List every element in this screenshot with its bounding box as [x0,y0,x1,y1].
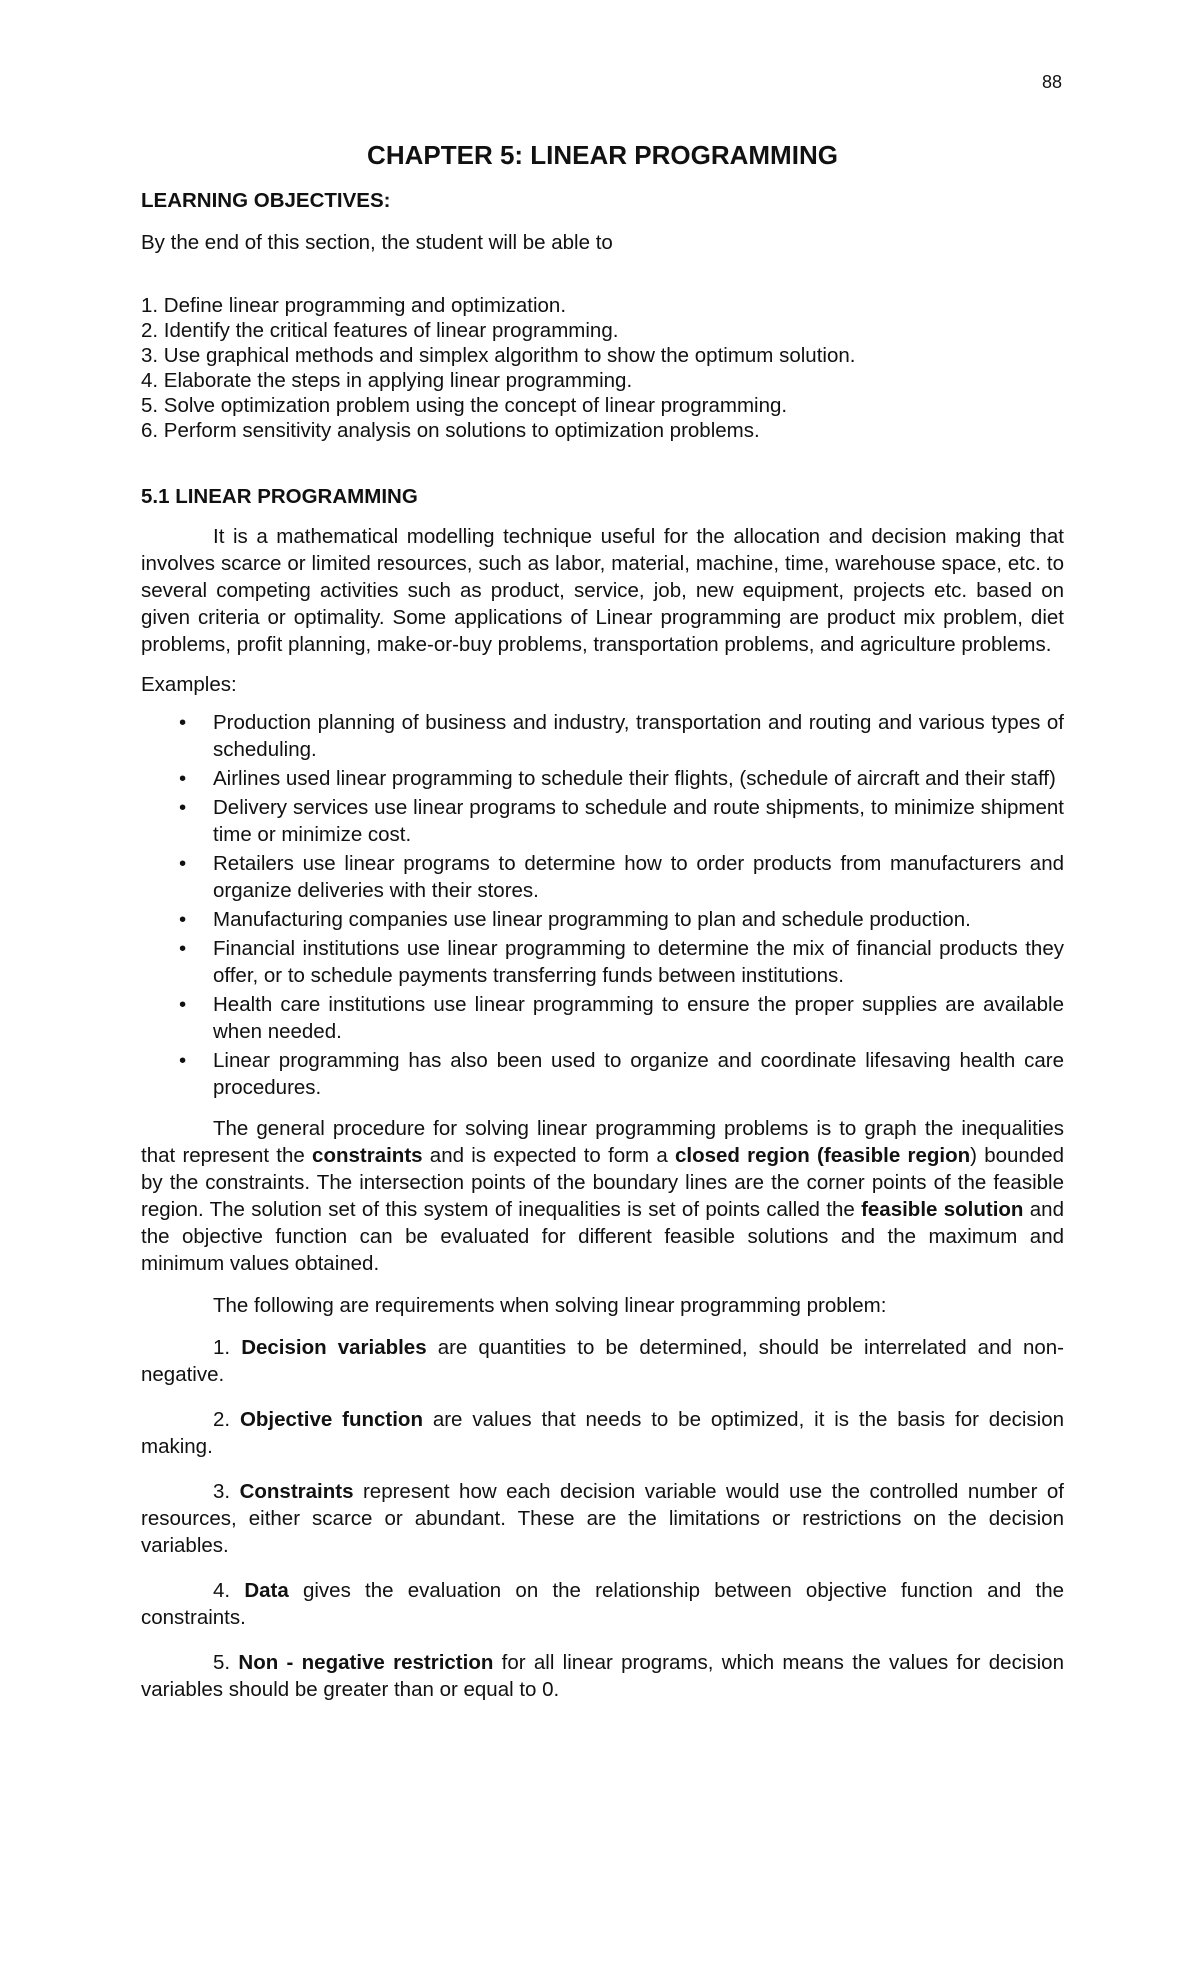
list-item [141,850,1064,904]
bullet-icon: • [179,767,187,790]
requirement-text: are quantities to be determined, should be interrelated and non-negative. [141,1336,1065,1386]
procedure-text: The general procedure for solving linear programming problems is to graph the inequalities that represent the [141,1117,1064,1167]
example-text: Health care institutions use linear programming to ensure the proper supplies are available when needed. [213,993,1064,1043]
procedure-bold: closed region (feasible region [674,1144,971,1167]
requirement-item [141,1406,1064,1460]
requirement-term: Decision variables [241,1336,427,1359]
examples-label: Examples: [141,673,237,696]
list-item [141,935,1064,989]
requirement-term: Objective function [239,1408,423,1431]
procedure-paragraph [141,1115,1064,1277]
list-item: 5. Solve optimization problem using the concept of linear programming. [141,394,788,417]
bullet-icon: • [179,796,187,819]
objectives-heading: LEARNING OBJECTIVES: [141,189,391,212]
requirement-item [141,1334,1064,1388]
requirement-item [141,1478,1064,1559]
list-item [141,794,1064,848]
list-item: 3. Use graphical methods and simplex algorithm to show the optimum solution. [141,344,856,367]
bullet-icon: • [179,1049,187,1072]
section-paragraph: It is a mathematical modelling technique useful for the allocation and decision making that involves scarce or limited resources, such as labor, material, machine, time, warehouse space, etc. to several competing activities such as product, service, job, new equipment, projects etc. based on given criteria or optimality. Some applications of Linear programming are product mix problem, diet problems, profit planning, make-or-buy problems, transportation problems, and agriculture problems. [141,525,1064,656]
requirement-text: are values that needs to be optimized, it is the basis for decision making. [141,1408,1065,1458]
example-text: Delivery services use linear programs to schedule and route shipments, to minimize shipment time or minimize cost. [213,796,1064,846]
list-item [141,991,1064,1045]
objectives-intro: By the end of this section, the student will be able to [141,231,613,254]
list-item: 4. Elaborate the steps in applying linear programming. [141,369,633,392]
bullet-icon: • [179,852,187,875]
bullet-icon: • [179,711,187,734]
requirement-number: 2. [213,1408,240,1431]
procedure-bold: feasible solution [861,1198,1024,1221]
list-item [141,765,1064,792]
requirement-text: gives the evaluation on the relationship between objective function and the constraints. [141,1579,1064,1629]
page-content [141,140,1064,1721]
procedure-text: and is expected to form a [422,1144,675,1167]
procedure-bold: constraints [312,1144,423,1167]
page-number: 88 [1041,72,1062,92]
bullet-icon: • [179,993,187,1016]
objectives-list [141,293,1064,443]
example-text: Retailers use linear programs to determine how to order products from manufacturers and organize deliveries with their stores. [213,852,1064,902]
procedure-text: and the objective function can be evaluated for different feasible solutions and the maximum and minimum values obtained. [141,1198,1064,1275]
examples-list [141,709,1064,1101]
list-item [141,906,1064,933]
chapter-title: CHAPTER 5: LINEAR PROGRAMMING [367,140,838,170]
requirement-number: 1. [213,1336,242,1359]
requirement-text: represent how each decision variable would use the controlled number of resources, either scarce or abundant. These are the limitations or restrictions on the decision variables. [141,1480,1064,1557]
list-item [141,1047,1064,1101]
example-text: Manufacturing companies use linear programming to plan and schedule production. [213,908,971,931]
example-text: Linear programming has also been used to organize and coordinate lifesaving health care procedures. [213,1049,1064,1099]
example-text: Production planning of business and industry, transportation and routing and various types of scheduling. [213,711,1064,761]
requirement-term: Data [244,1579,289,1602]
requirement-number: 3. [213,1480,240,1503]
section-heading: 5.1 LINEAR PROGRAMMING [141,485,418,508]
requirement-number: 4. [213,1579,245,1602]
requirements-intro: The following are requirements when solving linear programming problem: [213,1294,887,1317]
requirement-term: Non - negative restriction [238,1651,494,1674]
list-item [141,709,1064,763]
list-item: 2. Identify the critical features of linear programming. [141,319,619,342]
bullet-icon: • [179,908,187,931]
example-text: Financial institutions use linear programming to determine the mix of financial products they offer, or to schedule payments transferring funds between institutions. [213,937,1064,987]
requirement-item [141,1577,1064,1631]
requirement-item [141,1649,1064,1703]
bullet-icon: • [179,937,187,960]
list-item: 1. Define linear programming and optimization. [141,294,567,317]
list-item: 6. Perform sensitivity analysis on solutions to optimization problems. [141,419,760,442]
requirement-number: 5. [213,1651,239,1674]
example-text: Airlines used linear programming to schedule their flights, (schedule of aircraft and their staff) [213,767,1056,790]
procedure-text: ) bounded by the constraints. The intersection points of the boundary lines are the corner points of the feasible region. The solution set of this system of inequalities is set of points called the [141,1144,1065,1221]
requirement-term: Constraints [239,1480,354,1503]
requirement-text: for all linear programs, which means the values for decision variables should be greater than or equal to 0. [141,1651,1064,1701]
